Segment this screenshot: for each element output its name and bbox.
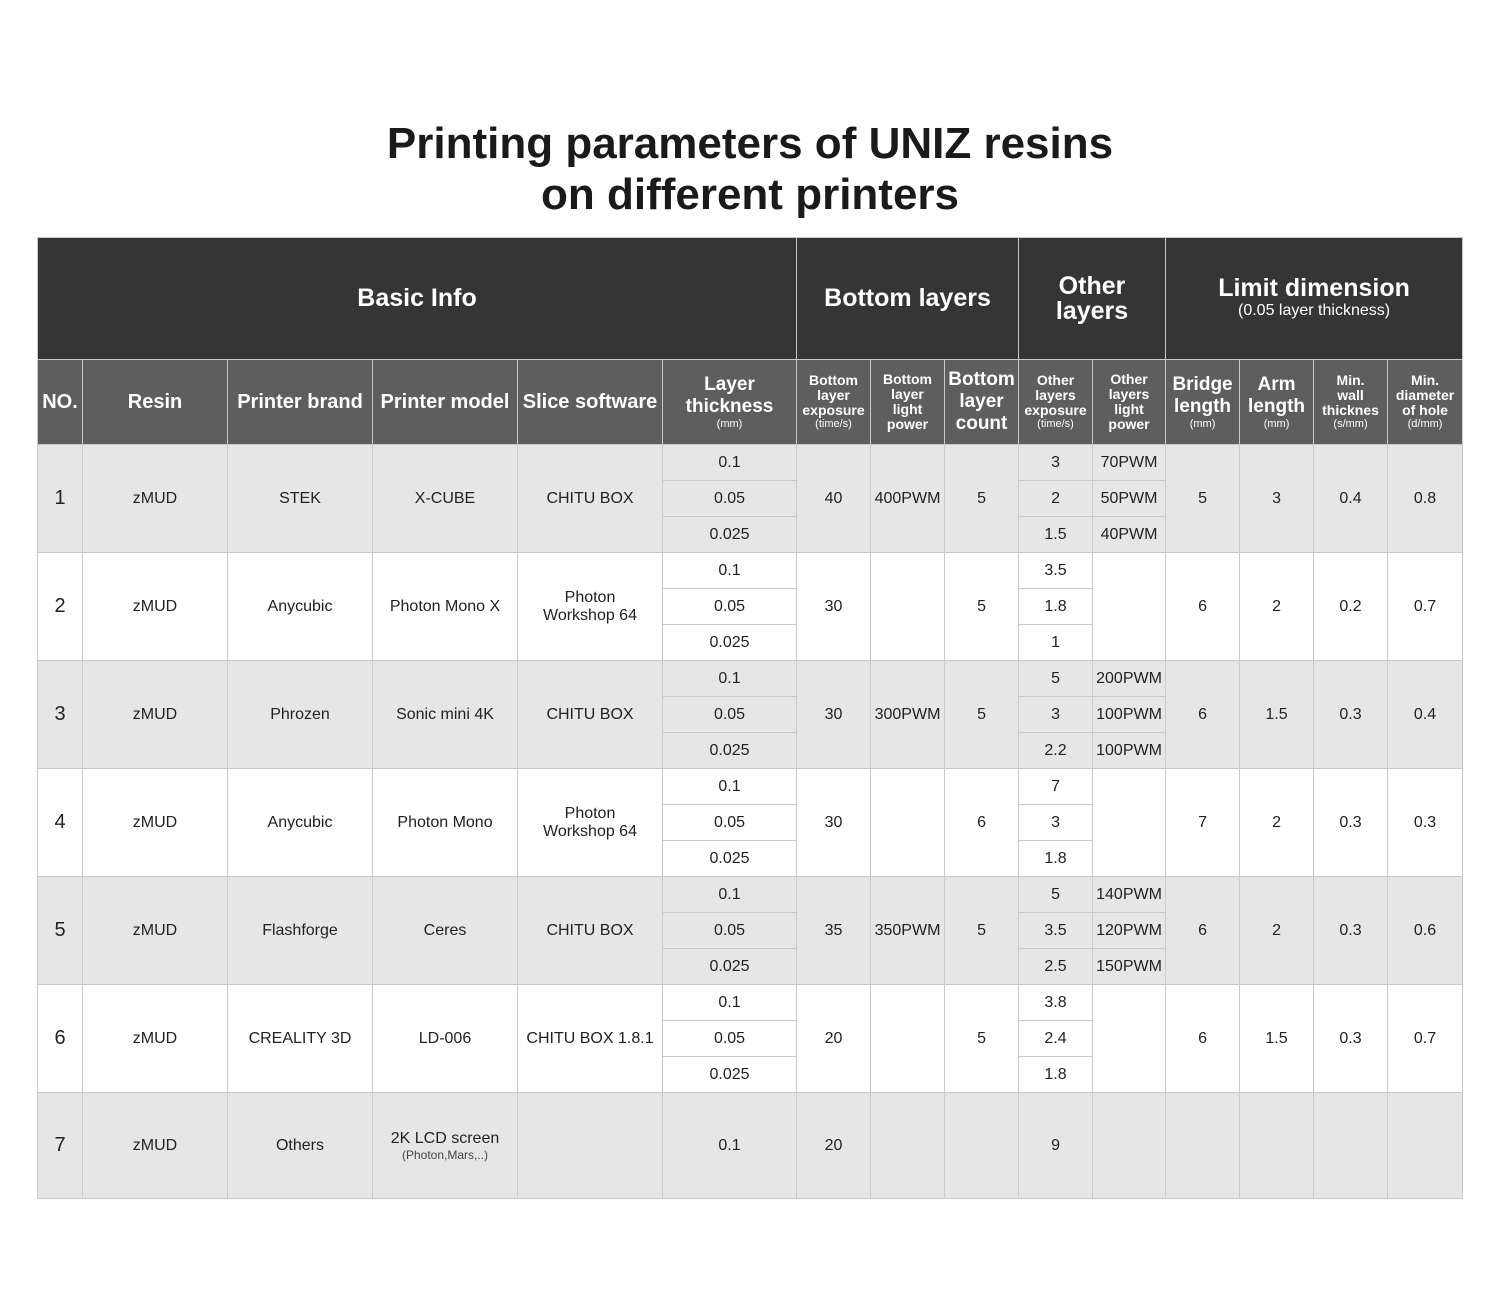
row-other-exposure: 3 — [1019, 697, 1093, 733]
row-layer: 0.1 — [663, 1093, 797, 1199]
col-no: NO. — [38, 360, 83, 445]
table-row — [38, 445, 1463, 481]
table-row — [38, 661, 1463, 697]
row-resin: zMUD — [83, 661, 228, 769]
row-bottom-exposure: 40 — [797, 445, 871, 553]
row-other-power: 150PWM — [1093, 949, 1166, 985]
row-resin: zMUD — [83, 553, 228, 661]
row-other-power: 200PWM — [1093, 661, 1166, 697]
row-no: 1 — [38, 445, 83, 553]
row-bottom-exposure: 20 — [797, 1093, 871, 1199]
row-brand: Phrozen — [228, 661, 373, 769]
table-row — [38, 985, 1463, 1021]
row-arm: 2 — [1240, 769, 1314, 877]
row-arm: 2 — [1240, 877, 1314, 985]
row-software: Photon Workshop 64 — [518, 769, 663, 877]
row-no: 3 — [38, 661, 83, 769]
row-bottom-exposure: 30 — [797, 661, 871, 769]
row-layer: 0.05 — [663, 913, 797, 949]
row-software: CHITU BOX — [518, 877, 663, 985]
row-software: Photon Workshop 64 — [518, 553, 663, 661]
row-brand: Flashforge — [228, 877, 373, 985]
row-resin: zMUD — [83, 769, 228, 877]
row-layer: 0.1 — [663, 769, 797, 805]
col-resin: Resin — [83, 360, 228, 445]
row-bottom-power-empty — [871, 1093, 945, 1199]
row-model: X-CUBE — [373, 445, 518, 553]
row-other-exposure: 3.5 — [1019, 553, 1093, 589]
row-other-power-empty — [1093, 1093, 1166, 1199]
col-layer-thickness: Layer thickness (mm) — [663, 360, 797, 445]
row-wall: 0.4 — [1314, 445, 1388, 553]
row-layer: 0.05 — [663, 1021, 797, 1057]
row-other-power-empty — [1093, 769, 1166, 877]
row-software: CHITU BOX — [518, 445, 663, 553]
row-other-power-empty — [1093, 553, 1166, 661]
group-header-row — [38, 238, 1463, 360]
row-other-exposure: 2.2 — [1019, 733, 1093, 769]
group-basic-info: Basic Info — [38, 238, 797, 360]
row-layer: 0.1 — [663, 985, 797, 1021]
row-hole: 0.7 — [1388, 985, 1463, 1093]
row-software: CHITU BOX — [518, 661, 663, 769]
row-other-power: 40PWM — [1093, 517, 1166, 553]
col-arm-length: Arm length (mm) — [1240, 360, 1314, 445]
row-resin: zMUD — [83, 1093, 228, 1199]
row-software: CHITU BOX 1.8.1 — [518, 985, 663, 1093]
col-bottom-light-power: Bottom layer light power — [871, 360, 945, 445]
table-row — [38, 553, 1463, 589]
row-other-exposure: 3.5 — [1019, 913, 1093, 949]
row-layer: 0.05 — [663, 481, 797, 517]
row-other-power-empty — [1093, 985, 1166, 1093]
row-other-exposure: 3 — [1019, 805, 1093, 841]
col-min-hole: Min. diameter of hole (d/mm) — [1388, 360, 1463, 445]
row-bottom-count-empty — [945, 1093, 1019, 1199]
row-other-power: 100PWM — [1093, 733, 1166, 769]
row-model: Sonic mini 4K — [373, 661, 518, 769]
col-other-exposure: Other layers exposure (time/s) — [1019, 360, 1093, 445]
row-layer: 0.025 — [663, 1057, 797, 1093]
row-arm-empty — [1240, 1093, 1314, 1199]
row-model: LD-006 — [373, 985, 518, 1093]
row-bridge: 7 — [1166, 769, 1240, 877]
row-bottom-power: 350PWM — [871, 877, 945, 985]
row-bottom-exposure: 20 — [797, 985, 871, 1093]
row-bridge: 6 — [1166, 661, 1240, 769]
row-other-power: 120PWM — [1093, 913, 1166, 949]
row-other-power: 100PWM — [1093, 697, 1166, 733]
row-other-power: 140PWM — [1093, 877, 1166, 913]
row-wall: 0.3 — [1314, 661, 1388, 769]
row-bridge-empty — [1166, 1093, 1240, 1199]
row-other-exposure: 3.8 — [1019, 985, 1093, 1021]
row-model: Photon Mono — [373, 769, 518, 877]
col-printer-model: Printer model — [373, 360, 518, 445]
row-bottom-power-empty — [871, 553, 945, 661]
group-other-layers: Other layers — [1019, 238, 1166, 360]
row-resin: zMUD — [83, 985, 228, 1093]
title-line-1: Printing parameters of UNIZ resins — [386, 119, 1114, 168]
row-other-exposure: 1.8 — [1019, 1057, 1093, 1093]
row-other-exposure: 2.4 — [1019, 1021, 1093, 1057]
row-resin: zMUD — [83, 877, 228, 985]
row-layer: 0.1 — [663, 553, 797, 589]
row-layer: 0.1 — [663, 661, 797, 697]
row-brand: CREALITY 3D — [228, 985, 373, 1093]
row-arm: 1.5 — [1240, 661, 1314, 769]
row-other-exposure: 9 — [1019, 1093, 1093, 1199]
row-hole: 0.8 — [1388, 445, 1463, 553]
row-layer: 0.025 — [663, 625, 797, 661]
row-model: Photon Mono X — [373, 553, 518, 661]
row-brand: STEK — [228, 445, 373, 553]
row-arm: 2 — [1240, 553, 1314, 661]
row-bottom-count: 6 — [945, 769, 1019, 877]
row-other-exposure: 5 — [1019, 877, 1093, 913]
row-model: Ceres — [373, 877, 518, 985]
row-hole: 0.7 — [1388, 553, 1463, 661]
row-wall: 0.3 — [1314, 769, 1388, 877]
row-layer: 0.025 — [663, 949, 797, 985]
row-brand: Anycubic — [228, 769, 373, 877]
row-wall-empty — [1314, 1093, 1388, 1199]
title-line-2: on different printers — [540, 170, 960, 219]
row-layer: 0.1 — [663, 877, 797, 913]
row-wall: 0.3 — [1314, 985, 1388, 1093]
row-hole: 0.6 — [1388, 877, 1463, 985]
row-layer: 0.05 — [663, 589, 797, 625]
row-bridge: 6 — [1166, 985, 1240, 1093]
row-bottom-exposure: 30 — [797, 553, 871, 661]
row-no: 7 — [38, 1093, 83, 1199]
row-resin: zMUD — [83, 445, 228, 553]
table-row — [38, 769, 1463, 805]
row-no: 4 — [38, 769, 83, 877]
row-layer: 0.025 — [663, 733, 797, 769]
col-other-light-power: Other layers light power — [1093, 360, 1166, 445]
row-hole: 0.3 — [1388, 769, 1463, 877]
row-bottom-count: 5 — [945, 985, 1019, 1093]
table-row — [38, 1093, 1463, 1199]
col-min-wall: Min. wall thicknes (s/mm) — [1314, 360, 1388, 445]
row-software-empty — [518, 1093, 663, 1199]
col-slice-software: Slice software — [518, 360, 663, 445]
row-wall: 0.3 — [1314, 877, 1388, 985]
row-other-exposure: 2 — [1019, 481, 1093, 517]
row-bridge: 5 — [1166, 445, 1240, 553]
col-bottom-count: Bottom layer count — [945, 360, 1019, 445]
row-bridge: 6 — [1166, 553, 1240, 661]
row-other-exposure: 1.5 — [1019, 517, 1093, 553]
row-brand: Anycubic — [228, 553, 373, 661]
row-other-exposure: 2.5 — [1019, 949, 1093, 985]
row-layer: 0.05 — [663, 697, 797, 733]
row-arm: 3 — [1240, 445, 1314, 553]
row-layer: 0.1 — [663, 445, 797, 481]
parameters-table — [37, 237, 1463, 1199]
row-bottom-power-empty — [871, 985, 945, 1093]
row-other-exposure: 1.8 — [1019, 841, 1093, 877]
row-bottom-power-empty — [871, 769, 945, 877]
row-model: 2K LCD screen (Photon,Mars,..) — [373, 1093, 518, 1199]
group-limit-dimension: Limit dimension (0.05 layer thickness) — [1166, 238, 1463, 360]
row-other-power: 70PWM — [1093, 445, 1166, 481]
row-layer: 0.025 — [663, 517, 797, 553]
row-layer: 0.025 — [663, 841, 797, 877]
row-hole-empty — [1388, 1093, 1463, 1199]
page-title — [0, 118, 1500, 220]
column-header-row — [38, 360, 1463, 445]
row-bottom-count: 5 — [945, 877, 1019, 985]
row-bottom-count: 5 — [945, 445, 1019, 553]
row-wall: 0.2 — [1314, 553, 1388, 661]
row-bottom-exposure: 30 — [797, 769, 871, 877]
row-bottom-power: 400PWM — [871, 445, 945, 553]
row-other-exposure: 1 — [1019, 625, 1093, 661]
row-bottom-exposure: 35 — [797, 877, 871, 985]
col-bottom-exposure: Bottom layer exposure (time/s) — [797, 360, 871, 445]
row-other-exposure: 7 — [1019, 769, 1093, 805]
row-layer: 0.05 — [663, 805, 797, 841]
row-bottom-count: 5 — [945, 661, 1019, 769]
group-bottom-layers: Bottom layers — [797, 238, 1019, 360]
row-bottom-count: 5 — [945, 553, 1019, 661]
row-no: 6 — [38, 985, 83, 1093]
col-printer-brand: Printer brand — [228, 360, 373, 445]
row-other-power: 50PWM — [1093, 481, 1166, 517]
row-brand: Others — [228, 1093, 373, 1199]
table-row — [38, 877, 1463, 913]
row-bridge: 6 — [1166, 877, 1240, 985]
row-other-exposure: 1.8 — [1019, 589, 1093, 625]
row-other-exposure: 3 — [1019, 445, 1093, 481]
col-bridge-length: Bridge length (mm) — [1166, 360, 1240, 445]
row-other-exposure: 5 — [1019, 661, 1093, 697]
row-arm: 1.5 — [1240, 985, 1314, 1093]
row-no: 5 — [38, 877, 83, 985]
row-no: 2 — [38, 553, 83, 661]
row-bottom-power: 300PWM — [871, 661, 945, 769]
row-hole: 0.4 — [1388, 661, 1463, 769]
